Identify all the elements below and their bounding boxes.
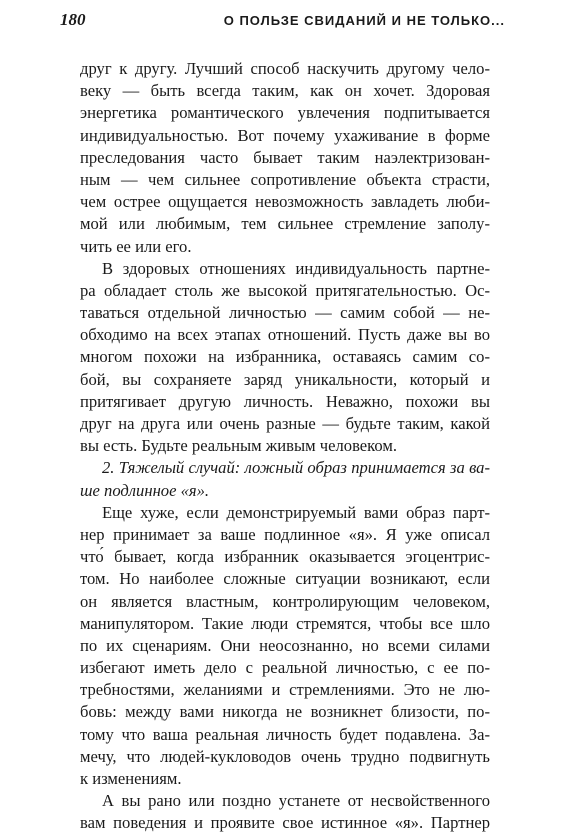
text-line: ра обладает столь же высокой притягательностью. Ос- (80, 280, 490, 300)
text-line: нер принимает за ваше подлинное «я». Я уже описал (80, 524, 490, 544)
text-line: вам поведения и проявите свое истинное «я». Партнер (80, 813, 490, 833)
text-line: Еще хуже, если демонстрируемый вами образ парт- (102, 502, 490, 522)
text-line: бой, вы сохраняете заряд уникальности, который и (80, 369, 490, 389)
text-line: обходимо на всех этапах отношений. Пусть даже вы во (80, 325, 490, 345)
text-line: веку — быть всегда таким, как он хочет. Здоровая (80, 81, 490, 101)
text-line: вы есть. Будьте реальным живым человеком. (80, 436, 398, 456)
text-line: ше подлинное «я». (80, 480, 210, 500)
running-head (60, 10, 505, 40)
text-line: бовь: между вами никогда не возникнет близости, по- (80, 702, 490, 722)
text-line: В здоровых отношениях индивидуальность партне- (102, 258, 490, 278)
text-line: тому что ваша реальная личность будет подавлена. За- (80, 724, 490, 744)
text-line: притягивает другую личность. Неважно, похожи вы (80, 391, 490, 411)
running-title: О ПОЛЬЗЕ СВИДАНИЙ И НЕ ТОЛЬКО... (223, 13, 505, 28)
text-line: друг к другу. Лучший способ наскучить другому чело- (80, 59, 490, 78)
text-line: ным — чем сильнее сопротивление объекта страсти, (80, 169, 490, 189)
text-line: индивидуальностью. Вот почему ухаживание в форме (80, 125, 490, 145)
text-line: что́ бывает, когда избранник оказывается эгоцентрис- (80, 547, 490, 567)
text-line: мой или любимым, тем сильнее стремление заполу- (80, 214, 490, 234)
text-line: А вы рано или поздно устанете от несвойственного (102, 791, 490, 811)
text-line: мечу, что людей-кукловодов очень трудно подвигнуть (80, 746, 490, 766)
text-line: избегают иметь дело с реальной личностью, с ее по- (80, 658, 490, 678)
text-line: таваться отдельной личностью — самим собой — не- (80, 303, 490, 323)
text-line: к изменениям. (80, 769, 182, 788)
text-line: требностями, желаниями и стремлениями. Это не лю- (80, 680, 490, 700)
text-line: по их сценариям. Они неосознанно, но всеми силами (80, 635, 490, 655)
text-line: чем острее ощущается невозможность завладеть люби- (80, 192, 490, 212)
text-line: том. Но наиболее сложные ситуации возникают, если (80, 569, 490, 589)
text-line: преследования часто бывает таким наэлектризован- (80, 147, 490, 167)
text-line: друг на друга или очень разные — будьте таким, какой (80, 414, 490, 433)
text-line: он является властным, контролирующим человеком, (80, 591, 490, 611)
page-number: 180 (60, 10, 86, 29)
text-line: чить ее или его. (80, 236, 192, 256)
body-text (80, 58, 490, 835)
text-line: манипулятором. Такие люди стремятся, чтобы все шло (80, 613, 490, 633)
text-line: 2. Тяжелый случай: ложный образ принимается за ва- (102, 458, 490, 478)
text-line: энергетика романтического увлечения подпитывается (80, 103, 490, 123)
text-line: многом похожи на избранника, оставаясь самим со- (80, 347, 490, 367)
